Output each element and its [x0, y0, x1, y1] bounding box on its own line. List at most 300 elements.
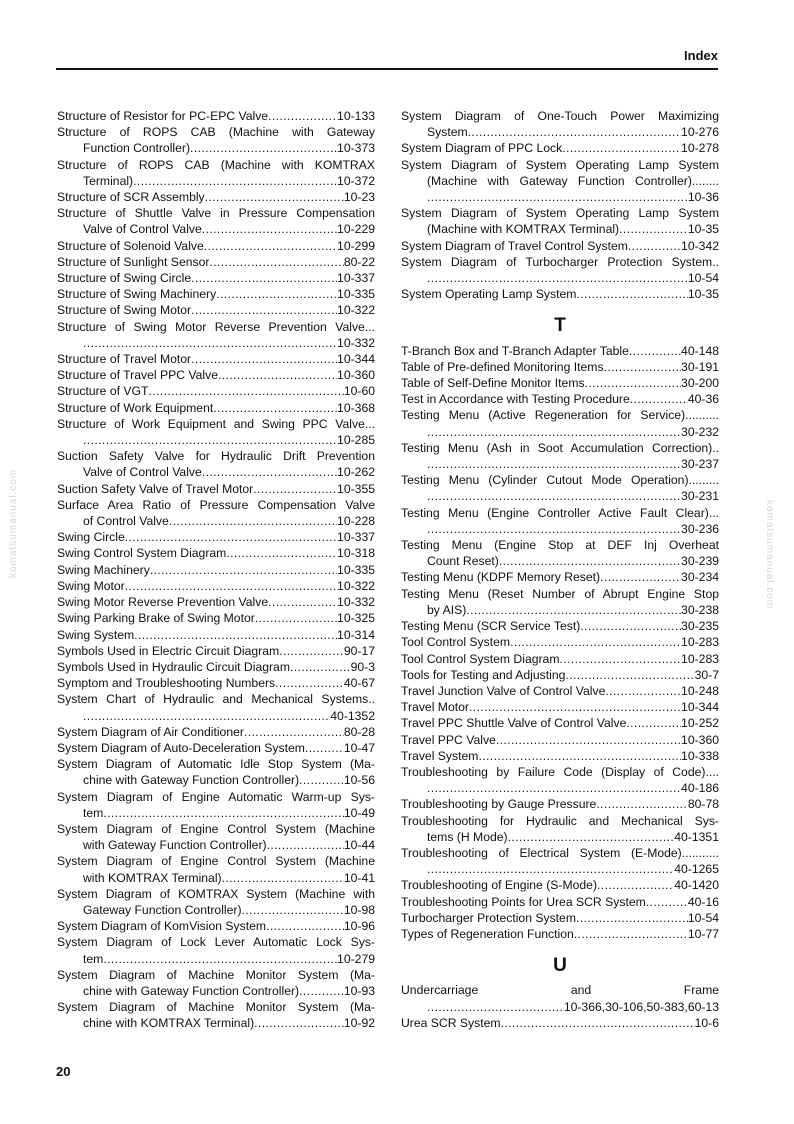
index-entry-page: 10-228	[337, 514, 375, 529]
index-entry-page: 90-17	[343, 643, 375, 658]
index-entry-text: Travel Motor	[401, 700, 469, 715]
index-entry-page: 10-335	[337, 562, 375, 577]
index-entry	[57, 351, 375, 367]
index-entry-text: Swing Motor Reverse Prevention Valve	[57, 595, 269, 610]
index-entry-page: 30-236	[681, 521, 719, 536]
index-entry-text: tem	[83, 951, 104, 966]
index-entry	[57, 886, 375, 918]
index-entry-text: Troubleshooting Points for Urea SCR System	[401, 894, 646, 909]
index-entry-page: 80-28	[343, 724, 375, 739]
index-entry	[401, 343, 719, 359]
index-entry-text: Count Reset)	[427, 554, 499, 569]
index-entry-page: 10-229	[337, 222, 375, 237]
index-entry-page: 30-234	[681, 570, 719, 585]
dot-leader	[574, 926, 688, 942]
index-entry	[57, 675, 375, 691]
index-entry-page: 10-360	[337, 368, 375, 383]
dot-leader	[205, 189, 344, 205]
index-entry-page: 40-1351	[674, 829, 719, 844]
dot-leader	[169, 513, 337, 529]
section-letter-t: T	[554, 315, 566, 337]
index-entry	[401, 877, 719, 893]
index-entry-page: 10-96	[343, 919, 375, 934]
index-entry-text: System Diagram of Automatic Idle Stop System (Ma-	[57, 757, 375, 772]
index-entry-text: Troubleshooting by Failure Code (Display of Code)....	[401, 764, 719, 779]
index-entry-page: 10-77	[687, 926, 719, 941]
index-entry	[401, 764, 719, 796]
index-entry-text: System Diagram of Air Conditioner	[57, 724, 244, 739]
index-entry-text: of Control Valve	[83, 514, 169, 529]
index-entry	[401, 108, 719, 140]
index-entry-page: 10-373	[337, 141, 375, 156]
index-entry-text: T-Branch Box and T-Branch Adapter Table	[401, 343, 629, 358]
dot-leader	[103, 951, 337, 967]
dot-leader	[510, 634, 681, 650]
index-entry	[401, 926, 719, 942]
index-entry	[401, 748, 719, 764]
index-entry-text: Structure of SCR Assembly	[57, 190, 205, 205]
index-entry-text: Testing Menu (Ash in Soot Accumulation Correction)..	[401, 440, 719, 455]
dot-leader	[134, 627, 337, 643]
index-entry-page: 10-325	[337, 611, 375, 626]
index-entry-text: Troubleshooting for Hydraulic and Mechanical Sys-	[401, 813, 719, 828]
index-entry-page: 10-283	[681, 651, 719, 666]
index-entry	[401, 238, 719, 254]
index-entry	[57, 578, 375, 594]
index-entry	[57, 319, 375, 351]
page-number: 20	[56, 1064, 71, 1079]
index-entry-page: 90-3	[350, 659, 375, 674]
dot-leader	[427, 521, 681, 537]
dot-leader	[619, 221, 688, 237]
index-entry-text: Suction Safety Valve for Hydraulic Drift Prevention	[57, 449, 375, 464]
dot-leader	[478, 748, 681, 764]
index-entry-text: Suction Safety Valve of Travel Motor	[57, 481, 254, 496]
dot-leader	[218, 367, 337, 383]
index-entry-page: 10-276	[681, 125, 719, 140]
index-entry-text: chine with KOMTRAX Terminal)	[83, 1016, 255, 1031]
dot-leader	[190, 140, 337, 156]
index-entry-text: Testing Menu (Cylinder Cutout Mode Operation).........	[401, 473, 719, 488]
index-entry-text: Symptom and Troubleshooting Numbers	[57, 676, 276, 691]
dot-leader	[565, 667, 694, 683]
dot-leader	[580, 618, 681, 634]
index-entry-page: 80-22	[343, 254, 375, 269]
index-entry	[57, 481, 375, 497]
dot-leader	[255, 610, 337, 626]
index-entry	[57, 821, 375, 853]
index-entry-text: System Diagram of Engine Control System (Machine	[57, 854, 375, 869]
index-entry-page: 10-279	[337, 951, 375, 966]
index-entry-page: 10-314	[337, 627, 375, 642]
index-entry-text: with KOMTRAX Terminal)	[83, 870, 222, 885]
dot-leader	[630, 391, 688, 407]
index-entry-text: Testing Menu (Engine Stop at DEF Inj Overheat	[401, 538, 719, 553]
index-entry	[57, 124, 375, 156]
dot-leader	[427, 270, 688, 286]
index-entry-text: Structure of Solenoid Valve	[57, 238, 204, 253]
index-entry-page: 10-299	[337, 238, 375, 253]
index-entry-page: 10-332	[337, 595, 375, 610]
index-entry	[57, 999, 375, 1031]
index-entry-page: 10-360	[681, 732, 719, 747]
index-entry-page: 10-337	[337, 530, 375, 545]
index-column-left	[57, 108, 375, 1032]
index-entry-text: System	[427, 125, 468, 140]
index-section-s	[401, 108, 719, 302]
dot-leader	[191, 270, 337, 286]
dot-leader	[83, 708, 330, 724]
index-entry-text: tem	[83, 805, 104, 820]
index-entry	[401, 157, 719, 206]
index-entry-page: 10-47	[343, 740, 375, 755]
index-entry-text: tems (H Mode)	[427, 829, 508, 844]
dot-leader	[576, 910, 688, 926]
index-entry-text: chine with Gateway Function Controller)	[83, 773, 300, 788]
index-entry-page: 30-238	[681, 602, 719, 617]
index-entry	[401, 667, 719, 683]
dot-leader	[585, 375, 681, 391]
index-entry	[57, 789, 375, 821]
index-entry	[401, 618, 719, 634]
index-entry	[401, 140, 719, 156]
index-entry-page: 30-239	[681, 554, 719, 569]
index-entry-page: 10-337	[337, 271, 375, 286]
dot-leader	[204, 238, 337, 254]
dot-leader	[191, 351, 337, 367]
index-entry	[401, 505, 719, 537]
index-entry-page: 10-41	[343, 870, 375, 885]
index-entry	[57, 643, 375, 659]
header-rule	[56, 68, 718, 70]
dot-leader	[83, 335, 337, 351]
index-entry-text: System Diagram of Machine Monitor System (Ma-	[57, 1000, 375, 1015]
index-entry	[401, 1015, 719, 1031]
dot-leader	[290, 659, 351, 675]
index-entry-text: Turbocharger Protection System	[401, 910, 576, 925]
index-entry	[401, 586, 719, 618]
index-entry-page: 10-332	[337, 335, 375, 350]
index-entry	[401, 813, 719, 845]
index-entry-text: Structure of VGT	[57, 384, 149, 399]
index-entry	[57, 853, 375, 885]
dot-leader	[605, 683, 681, 699]
index-entry-text: System Chart of Hydraulic and Mechanical Systems..	[57, 692, 375, 707]
index-entry-text: Swing Motor	[57, 578, 125, 593]
index-entry-page: 10-56	[343, 773, 375, 788]
section-letter-u: U	[553, 955, 567, 977]
index-entry-text: System Diagram of Travel Control System	[401, 238, 628, 253]
index-entry-page: 10-366,30-106,50-383,60-13	[563, 999, 719, 1014]
dot-leader	[202, 464, 337, 480]
index-entry-text: Test in Accordance with Testing Procedure	[401, 392, 630, 407]
index-entry-text: Structure of Resistor for PC-EPC Valve	[57, 109, 269, 123]
index-entry-page: 10-285	[337, 433, 375, 448]
index-entry-page: 40-1265	[674, 862, 719, 877]
index-entry	[401, 715, 719, 731]
index-entry-text: Structure of ROPS CAB (Machine with KOMTRAX	[57, 157, 375, 172]
index-entry-page: 10-36	[687, 190, 719, 205]
dot-leader	[427, 780, 681, 796]
index-entry	[57, 594, 375, 610]
dot-leader	[253, 481, 337, 497]
index-entry-page: 30-200	[681, 376, 719, 391]
index-entry-text: Structure of Travel Motor	[57, 352, 192, 367]
index-entry	[401, 651, 719, 667]
index-entry-text: Types of Regeneration Function	[401, 926, 574, 941]
index-entry	[57, 157, 375, 189]
dot-leader	[83, 432, 337, 448]
dot-leader	[604, 359, 681, 375]
index-entry-text: Tools for Testing and Adjusting	[401, 667, 566, 682]
index-entry	[57, 724, 375, 740]
header-title: Index	[684, 48, 718, 63]
index-entry	[401, 254, 719, 286]
index-entry	[57, 416, 375, 448]
index-entry-text: Gateway Function Controller)	[83, 902, 242, 917]
dot-leader	[213, 400, 337, 416]
index-entry	[57, 400, 375, 416]
index-entry-page: 10-344	[681, 700, 719, 715]
index-entry	[57, 691, 375, 723]
index-entry	[57, 659, 375, 675]
dot-leader	[299, 983, 344, 999]
index-entry-text: System Diagram of PPC Lock	[401, 141, 563, 156]
index-entry	[401, 894, 719, 910]
index-entry-text: Structure of Swing Circle	[57, 271, 192, 286]
index-entry-page: 10-248	[681, 683, 719, 698]
dot-leader	[299, 772, 344, 788]
index-entry-text: Testing Menu (Reset Number of Abrupt Engine Stop	[401, 586, 719, 601]
index-entry	[401, 982, 719, 1014]
index-entry-text: Tool Control System	[401, 635, 511, 650]
dot-leader	[209, 254, 343, 270]
index-entry-page: 10-278	[681, 141, 719, 156]
index-entry-page: 40-186	[681, 781, 719, 796]
index-entry-page: 10-93	[343, 983, 375, 998]
dot-leader	[244, 724, 344, 740]
index-entry-text: Testing Menu (SCR Service Test)	[401, 619, 581, 634]
dot-leader	[268, 594, 337, 610]
dot-leader	[148, 383, 343, 399]
index-entry-page: 30-191	[681, 359, 719, 374]
index-entry-text: Table of Self-Define Monitor Items	[401, 376, 585, 391]
index-entry-page: 10-44	[343, 838, 375, 853]
index-entry	[401, 537, 719, 569]
dot-leader	[267, 837, 344, 853]
index-entry-text: Testing Menu (Engine Controller Active Fault Clear)...	[401, 505, 719, 520]
index-entry-page: 10-322	[337, 578, 375, 593]
dot-leader	[427, 424, 681, 440]
dot-leader	[596, 796, 687, 812]
index-entry-text: Testing Menu (Active Regeneration for Service)..........	[401, 408, 719, 423]
dot-leader	[600, 569, 681, 585]
dot-leader	[226, 545, 337, 561]
index-entry-text: Structure of Work Equipment and Swing PPC Valve...	[57, 416, 375, 431]
index-entry-page: 10-133	[337, 109, 375, 123]
index-entry-page: 30-7	[694, 667, 719, 682]
dot-leader	[427, 861, 674, 877]
index-entry-text: Travel Junction Valve of Control Valve	[401, 683, 606, 698]
dot-leader	[222, 870, 344, 886]
index-entry-page: 10-49	[343, 805, 375, 820]
index-entry-text: System Diagram of KomVision System	[57, 919, 267, 934]
index-entry	[401, 407, 719, 439]
index-entry-page: 10-6	[694, 1015, 719, 1030]
index-entry-page: 30-237	[681, 457, 719, 472]
index-entry-page: 10-355	[337, 481, 375, 496]
dot-leader	[133, 173, 337, 189]
index-entry	[401, 683, 719, 699]
index-entry	[57, 286, 375, 302]
index-entry-text: System Diagram of Lock Lever Automatic Lock Sys-	[57, 935, 375, 950]
index-entry-page: 10-23	[343, 190, 375, 205]
index-entry	[57, 610, 375, 626]
index-entry	[57, 627, 375, 643]
dot-leader	[427, 189, 688, 205]
index-entry	[401, 440, 719, 472]
index-entry	[57, 448, 375, 480]
dot-leader	[266, 918, 344, 934]
index-entry-text: Travel System	[401, 748, 479, 763]
index-entry	[57, 302, 375, 318]
dot-leader	[576, 286, 687, 302]
index-section-t	[401, 343, 719, 943]
index-entry-text: Travel PPC Shuttle Valve of Control Valve	[401, 716, 627, 731]
index-entry	[57, 497, 375, 529]
index-entry-text: Structure of Work Equipment	[57, 400, 214, 415]
index-entry-text: Symbols Used in Electric Circuit Diagram	[57, 643, 280, 658]
index-entry	[57, 189, 375, 205]
index-entry-text: (Machine with Gateway Function Controller)........	[427, 173, 719, 188]
index-entry-page: 40-36	[687, 392, 719, 407]
dot-leader	[254, 1015, 344, 1031]
index-entry-page: 40-16	[687, 894, 719, 909]
index-entry-text: Function Controller)	[83, 141, 191, 156]
watermark-left: komatsumanual.com	[8, 468, 19, 578]
index-entry-text: Terminal)	[83, 173, 134, 188]
dot-leader	[562, 140, 681, 156]
index-entry-page: 40-67	[343, 676, 375, 691]
index-entry-page: 10-262	[337, 465, 375, 480]
dot-leader	[150, 562, 337, 578]
dot-leader	[242, 902, 344, 918]
index-entry-page: 10-335	[337, 287, 375, 302]
dot-leader	[216, 286, 337, 302]
index-entry-page: 40-1352	[330, 708, 375, 723]
index-entry-text: Swing Circle	[57, 530, 125, 545]
dot-leader	[125, 529, 337, 545]
index-entry-text: Urea SCR System	[401, 1015, 501, 1030]
index-entry	[401, 375, 719, 391]
index-entry-text: Structure of Sunlight Sensor	[57, 254, 210, 269]
watermark-right: komatsumanual.com	[764, 500, 775, 610]
index-entry	[57, 918, 375, 934]
dot-leader	[275, 675, 344, 691]
index-entry-text: Swing System	[57, 627, 135, 642]
index-section-u	[401, 982, 719, 1031]
index-entry	[57, 254, 375, 270]
index-entry-page: 10-35	[687, 287, 719, 302]
index-entry-text: Table of Pre-defined Monitoring Items	[401, 359, 604, 374]
index-entry-page: 40-148	[681, 343, 719, 358]
index-entry-text: Structure of Swing Motor Reverse Prevention Valve...	[57, 319, 375, 334]
index-entry-text: System Operating Lamp System	[401, 287, 577, 302]
index-entry-page: 10-54	[687, 271, 719, 286]
dot-leader	[268, 108, 337, 124]
dot-leader	[468, 124, 681, 140]
index-entry-text: Valve of Control Valve	[83, 465, 202, 480]
index-entry-text: Structure of Swing Motor	[57, 303, 192, 318]
dot-leader	[125, 578, 337, 594]
index-entry-text: System Diagram of KOMTRAX System (Machine with	[57, 886, 375, 901]
dot-leader	[560, 651, 682, 667]
index-entry-page: 30-232	[681, 424, 719, 439]
index-entry	[57, 270, 375, 286]
index-column-right	[401, 108, 719, 1031]
index-entry-text: System Diagram of Turbocharger Protection System..	[401, 254, 719, 269]
dot-leader	[499, 553, 681, 569]
dot-leader	[305, 740, 344, 756]
dot-leader	[427, 999, 564, 1015]
dot-leader	[496, 732, 681, 748]
dot-leader	[501, 1015, 695, 1031]
index-entry	[401, 845, 719, 877]
index-entry-page: 10-60	[343, 384, 375, 399]
dot-leader	[427, 488, 681, 504]
index-entry-page: 10-338	[681, 748, 719, 763]
index-entry-text: chine with Gateway Function Controller)	[83, 983, 300, 998]
dot-leader	[626, 715, 681, 731]
index-entry-text: System Diagram of Engine Automatic Warm-up Sys-	[57, 789, 375, 804]
index-entry	[57, 934, 375, 966]
index-entry-text: by AIS)	[427, 602, 467, 617]
index-entry-text: Undercarriage and Frame	[401, 983, 719, 998]
index-entry	[57, 383, 375, 399]
index-entry	[401, 634, 719, 650]
index-entry-text: with Gateway Function Controller)	[83, 838, 267, 853]
index-entry-text: Surface Area Ratio of Pressure Compensation Valve	[57, 497, 375, 512]
index-entry-page: 10-322	[337, 303, 375, 318]
index-entry-page: 10-283	[681, 635, 719, 650]
index-entry-page: 10-368	[337, 400, 375, 415]
index-entry	[401, 472, 719, 504]
index-entry-page: 80-78	[687, 797, 719, 812]
index-entry-text: Structure of ROPS CAB (Machine with Gateway	[57, 125, 375, 140]
index-entry-page: 10-318	[337, 546, 375, 561]
index-entry	[401, 205, 719, 237]
dot-leader	[646, 894, 688, 910]
index-entry	[57, 967, 375, 999]
dot-leader	[202, 221, 337, 237]
index-entry-page: 30-235	[681, 619, 719, 634]
dot-leader	[427, 456, 681, 472]
index-entry	[401, 286, 719, 302]
index-entry-text: Swing Control System Diagram	[57, 546, 227, 561]
index-entry	[57, 562, 375, 578]
index-entry-page: 10-342	[681, 238, 719, 253]
dot-leader	[469, 699, 681, 715]
index-entry	[401, 732, 719, 748]
dot-leader	[466, 602, 681, 618]
index-entry-text: System Diagram of System Operating Lamp System	[401, 206, 719, 221]
index-entry	[401, 699, 719, 715]
index-entry-text: Valve of Control Valve	[83, 222, 202, 237]
index-entry-page: 10-98	[343, 902, 375, 917]
index-entry-text: Travel PPC Valve	[401, 732, 496, 747]
index-entry	[57, 367, 375, 383]
index-entry-text: System Diagram of Auto-Deceleration System	[57, 740, 305, 755]
